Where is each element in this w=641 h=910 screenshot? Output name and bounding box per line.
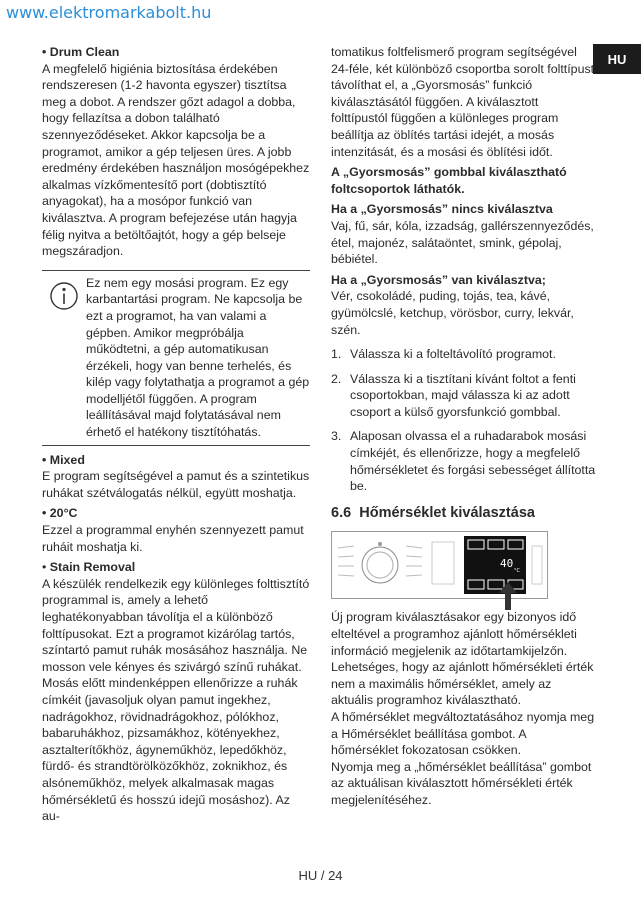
note-text: Ez nem egy mosási program. Ez egy karbantartási program. Ne kapcsolja be ezt a programot, ha van valami a gépben. Amikor megpróbálja működtetni, a gép automatikusan érzékeli, hogy van benne terhelés, és kilép vagy folytathatja a programot a gép modelljétől függően. A program leállításával majd folytatásával nem érhető el hatékony tisztítóhatás. <box>86 275 310 440</box>
panel-display-value: 40 <box>500 557 514 571</box>
stain-removal-title-line <box>42 559 310 576</box>
page-number: HU / 24 <box>298 868 343 883</box>
section-title: Hőmérséklet kiválasztása <box>359 504 535 521</box>
selected-heading: Ha a „Gyorsmosás” van kiválasztva; <box>331 272 546 287</box>
stain-removal-continued-text: tomatikus foltfelismerő program segítségével 24-féle, két különböző csoportba sorolt folttípust távolíthat el, a „Gyorsmosás” funkció kiválasztásától függően. A kiválasztott folttípustól függően a különleges program beállítja az öblítés tartási idejét, a mosás intenzitását, és a mosási és öblítési időt. <box>331 45 595 159</box>
step-number: 3. <box>331 429 342 444</box>
control-panel-illustration <box>331 531 548 599</box>
twenty-degree-text: Ezzel a programmal enyhén szennyezett pamut ruháit moshatja ki. <box>42 523 304 554</box>
section-heading <box>331 505 596 522</box>
not-selected-heading: Ha a „Gyorsmosás” nincs kiválasztva <box>331 202 553 217</box>
step-text: Válassza ki a folteltávolító programot. <box>350 347 556 362</box>
drum-clean-text: A megfelelő higiénia biztosítása érdekében rendszeresen (1-2 havonta egyszer) tisztítsa meg a dobot. A rendszer gőzt adagol a dobba, hogy fellazítsa a dobon található szennyeződéseket. Akkor kapcsolja be a programot, amikor a gép teljesen üres. A jobb eredmény érdekében használjon mosógépekhez alkalmas vízkőmentesítő port (dobtisztító anyagokat), ha a mosópor funkció van kiválasztva. A program befejezése után hagyja félig nyitva a betöltőajtót, hogy a gép belseje megszáradjon. <box>42 61 310 259</box>
watermark-url: www.elektromarkabolt.hu <box>6 3 212 22</box>
left-column <box>42 44 310 825</box>
steps-list <box>331 346 596 495</box>
mixed-text: E program segítségével a pamut és a szintetikus ruhákat szétválogatás nélkül, együtt moshatja. <box>42 469 310 500</box>
temperature-paragraph-2: A hőmérséklet megváltoztatásához nyomja meg a Hőmérséklet beállítása gombot. A hőmérséklet fokozatosan csökken. <box>331 710 595 758</box>
step-text: Alaposan olvassa el a ruhadarabok mosási címkéjét, és ellenőrizze, hogy a megfelelő hőmérsékletet és forgási sebességet állította be. <box>350 429 596 494</box>
stain-removal-text: A készülék rendelkezik egy különleges folttisztító programmal is, amely a lehető leghatékonyabban távolítja el a különböző folttípusokat. Ezt a programot kizárólag tartós, színtartó pamut ruhák mosásához használja. Ne mosson vele kényes és szivárgó színű ruhákat. Mosás előtt mindenképpen ellenőrizze a ruhák címkéit (javasoljuk olyan pamut ingekhez, nadrágokhoz, rövidnadrágokhoz, pólókhoz, babaruhákhoz, pizsamákhoz, kötényekhez, asztalterítőkhöz, ágyneműkhöz, lepedőkhöz, fürdő- és strandtörölközőkhöz, zoknikhoz, és alsóneműkhöz, melyek alkalmasak magas hőmérsékletű és hosszú idejű mosáshoz). Az au- <box>42 576 310 824</box>
selected-text: Vér, csokoládé, puding, tojás, tea, kávé, gyümölcslé, ketchup, vörösbor, curry, lekvár, szén. <box>331 289 574 337</box>
list-item <box>331 428 596 494</box>
stain-removal-bullet: • <box>42 560 47 575</box>
panel-display-unit: °C <box>514 568 520 575</box>
arrow-up-icon <box>498 582 518 610</box>
info-icon <box>42 275 86 441</box>
section-number: 6.6 <box>331 504 352 521</box>
not-selected-text: Vaj, fű, sár, kóla, izzadság, gallérszennyeződés, étel, majonéz, salátaöntet, smink, gépolaj, bébiétel. <box>331 218 594 267</box>
group-heading: A „Gyorsmosás” gombbal kiválasztható foltcsoportok láthatók. <box>331 165 567 196</box>
step-text: Válassza ki a tisztítani kívánt foltot a fenti csoportokban, majd válassza ki az adott csoport a külső gyorsfunkció gombbal. <box>350 371 576 419</box>
step-number: 2. <box>331 371 342 386</box>
info-note-box <box>42 270 310 446</box>
temperature-paragraph-3: Nyomja meg a „hőmérséklet beállítása” gombot az aktuálisan kiválasztott hőmérsékleti érték megjelenítéséhez. <box>331 759 592 807</box>
list-item <box>331 346 596 363</box>
drum-clean-title: • Drum Clean <box>42 45 120 59</box>
twenty-degree-title: • 20°C <box>42 506 78 521</box>
list-item <box>331 371 596 421</box>
step-number: 1. <box>331 347 342 362</box>
mixed-title: • Mixed <box>42 452 85 467</box>
stain-removal-title: Stain Removal <box>49 560 136 575</box>
temperature-paragraph-1: Új program kiválasztásakor egy bizonyos idő elteltével a programhoz ajánlott hőmérsékleti információ megjelenik az időtartamkijelzőn. Lehetséges, hogy az ajánlott hőmérsékleti érték nem a maximális hőmérséklet, amely az aktuális programhoz kiválasztható. <box>331 610 594 708</box>
language-tab: HU <box>593 44 641 74</box>
right-column <box>331 44 596 809</box>
